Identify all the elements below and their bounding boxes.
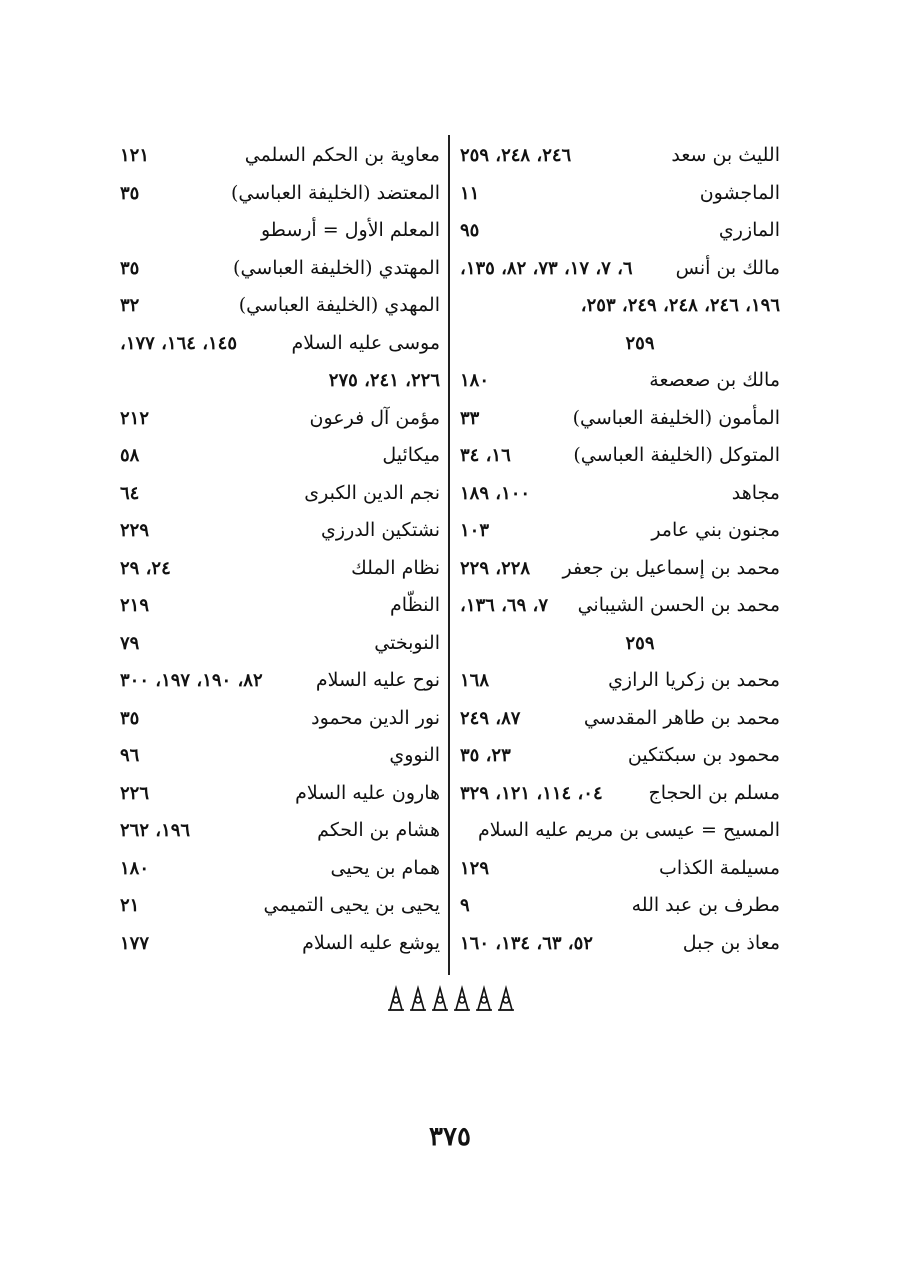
entry-name: نوح عليه السلام [315, 669, 440, 691]
index-entry [120, 737, 440, 775]
entry-pages: ٢١٩ [120, 595, 150, 616]
entry-name: المعتضد (الخليفة العباسي) [231, 181, 440, 204]
entry-name: المأمون (الخليفة العباسي) [572, 406, 780, 429]
entry-pages: ٩٥ [460, 220, 480, 241]
entry-name: معاوية بن الحكم السلمي [244, 144, 440, 166]
entry-pages: ٣٣ [460, 407, 480, 429]
entry-name: الليث بن سعد [671, 144, 780, 166]
index-column-left [120, 137, 440, 977]
index-entry [120, 550, 440, 588]
entry-name: المازري [718, 219, 780, 241]
entry-pages: ٦، ٧، ١٧، ٧٣، ٨٢، ١٣٥، [460, 257, 633, 279]
entry-pages: ٢٢٦ [120, 782, 150, 804]
entry-name: معاذ بن جبل [682, 931, 780, 954]
entry-pages: ٧٩ [120, 632, 140, 654]
index-entry [460, 587, 780, 625]
entry-pages-continuation: ١٩٦، ٢٤٦، ٢٤٨، ٢٤٩، ٢٥٣، [580, 295, 780, 316]
entry-name: نظام الملك [351, 556, 440, 579]
index-entry [460, 775, 780, 813]
entry-pages: ١٩٦، ٢٦٢ [120, 820, 191, 841]
entry-cross-reference: المعلم الأول = أرسطو [260, 219, 440, 241]
index-entry [460, 137, 780, 175]
index-entry [460, 662, 780, 700]
entry-name: محمد بن إسماعيل بن جعفر [562, 556, 780, 579]
index-entry [460, 550, 780, 588]
entry-pages: ٢٢٩ [120, 520, 150, 541]
entry-name: محمود بن سبكتكين [627, 744, 780, 766]
entry-name: الماجشون [699, 181, 780, 204]
index-entry [460, 362, 780, 400]
entry-name: مسيلمة الكذاب [658, 856, 780, 879]
entry-pages: ١٠٣ [460, 520, 490, 541]
index-entry [460, 475, 780, 513]
entry-pages-continuation: ٢٥٩ [625, 632, 655, 654]
entry-name: نجم الدين الكبرى [304, 481, 440, 504]
index-entry [460, 437, 780, 475]
index-entry [120, 137, 440, 175]
index-entry [460, 812, 780, 850]
entry-pages: ١١ [460, 182, 480, 204]
index-entry [120, 287, 440, 325]
entry-pages: ٨٧، ٢٤٩ [460, 707, 521, 729]
index-entry [120, 325, 440, 363]
entry-name: هشام بن الحكم [317, 819, 440, 841]
entry-name: يحيى بن يحيى التميمي [263, 894, 440, 916]
index-entry [460, 925, 780, 963]
entry-pages: ١٨٠ [120, 857, 150, 879]
entry-pages: ٣٥ [120, 707, 140, 729]
entry-pages: ٥٢، ٦٣، ١٣٤، ١٦٠ [460, 932, 593, 954]
index-entry [460, 700, 780, 738]
index-column-right [460, 137, 780, 977]
index-entry [120, 400, 440, 438]
index-entry [460, 175, 780, 213]
entry-name: المهتدي (الخليفة العباسي) [233, 256, 440, 279]
entry-name: محمد بن طاهر المقدسي [583, 706, 780, 729]
entry-pages: ٢٣، ٣٥ [460, 745, 511, 766]
index-entry [120, 887, 440, 925]
index-entry [120, 925, 440, 963]
index-entry [460, 887, 780, 925]
entry-name: النووي [389, 744, 440, 766]
index-entry [120, 175, 440, 213]
index-entry [120, 475, 440, 513]
index-entry [120, 362, 440, 400]
index-entry [460, 400, 780, 438]
entry-pages: ١٨٠ [460, 370, 490, 391]
entry-cross-reference: المسيح = عيسى بن مريم عليه السلام [477, 819, 780, 841]
index-entry [120, 662, 440, 700]
entry-pages: ١٧٧ [120, 932, 150, 954]
entry-name: همام بن يحيى [330, 856, 440, 879]
entry-name: محمد بن الحسن الشيباني [577, 594, 780, 616]
entry-pages: ٢١٢ [120, 407, 150, 429]
entry-pages: ٢٤، ٢٩ [120, 557, 171, 579]
page-number: ٣٧٥ [429, 1122, 471, 1152]
entry-name: النوبختي [374, 631, 440, 654]
entry-pages: ٥٨ [120, 445, 140, 466]
index-entry [120, 212, 440, 250]
entry-name: موسى عليه السلام [291, 331, 440, 354]
entry-pages: ١٦٨ [460, 670, 490, 691]
index-entry [120, 775, 440, 813]
entry-pages: ٢١ [120, 895, 140, 916]
entry-name: مجنون بني عامر [651, 519, 780, 541]
entry-pages: ٩ [460, 895, 470, 916]
entry-name: النظّام [390, 594, 440, 616]
entry-name: المتوكل (الخليفة العباسي) [573, 444, 780, 466]
index-entry [460, 512, 780, 550]
index-entry [460, 850, 780, 888]
index-entry [120, 700, 440, 738]
index-entry [460, 287, 780, 325]
entry-pages: ١٠٠، ١٨٩ [460, 482, 531, 504]
entry-name: مجاهد [731, 481, 780, 504]
entry-name: مالك بن صعصعة [649, 369, 780, 391]
entry-pages: ٣٥ [120, 257, 140, 279]
entry-pages: ٦٤ [120, 482, 140, 504]
entry-pages: ٢٢٨، ٢٢٩ [460, 557, 531, 579]
entry-name: هارون عليه السلام [295, 781, 440, 804]
entry-name: يوشع عليه السلام [302, 931, 440, 954]
entry-pages: ١٤٥، ١٦٤، ١٧٧، [120, 332, 238, 354]
entry-pages: ١٢١ [120, 145, 150, 166]
entry-pages: ٨٢، ١٩٠، ١٩٧، ٣٠٠ [120, 670, 263, 691]
entry-name: مسلم بن الحجاج [648, 781, 780, 804]
entry-name: نور الدين محمود [311, 706, 440, 729]
floral-ornament-icon [380, 982, 520, 1014]
entry-name: مؤمن آل فرعون [309, 406, 440, 429]
entry-pages: ٠٤، ١١٤، ١٢١، ٣٢٩ [460, 782, 603, 804]
index-entry [120, 812, 440, 850]
entry-name: ميكائيل [382, 444, 440, 466]
index-entry [460, 250, 780, 288]
index-entry [460, 212, 780, 250]
entry-name: المهدي (الخليفة العباسي) [238, 294, 440, 316]
entry-name: محمد بن زكريا الرازي [608, 669, 780, 691]
entry-name: مطرف بن عبد الله [631, 894, 780, 916]
entry-pages: ٩٦ [120, 745, 140, 766]
index-entry [120, 250, 440, 288]
index-entry [120, 625, 440, 663]
entry-pages: ١٦، ٣٤ [460, 445, 511, 466]
index-entry [460, 625, 780, 663]
index-entry [120, 437, 440, 475]
entry-pages: ٢٤٦، ٢٤٨، ٢٥٩ [460, 145, 572, 166]
entry-pages-continuation: ٢٥٩ [625, 332, 655, 354]
index-entry [120, 850, 440, 888]
index-entry [460, 737, 780, 775]
entry-pages: ١٢٩ [460, 857, 490, 879]
entry-pages: ٣٥ [120, 182, 140, 204]
index-entry [120, 587, 440, 625]
entry-name: نشتكين الدرزي [321, 519, 440, 541]
column-divider [448, 135, 450, 975]
entry-pages-continuation: ٢٢٦، ٢٤١، ٢٧٥ [328, 370, 440, 391]
index-entry [460, 325, 780, 363]
index-entry [120, 512, 440, 550]
entry-pages: ٣٢ [120, 295, 140, 316]
entry-pages: ٧، ٦٩، ١٣٦، [460, 595, 548, 616]
entry-name: مالك بن أنس [675, 256, 780, 279]
